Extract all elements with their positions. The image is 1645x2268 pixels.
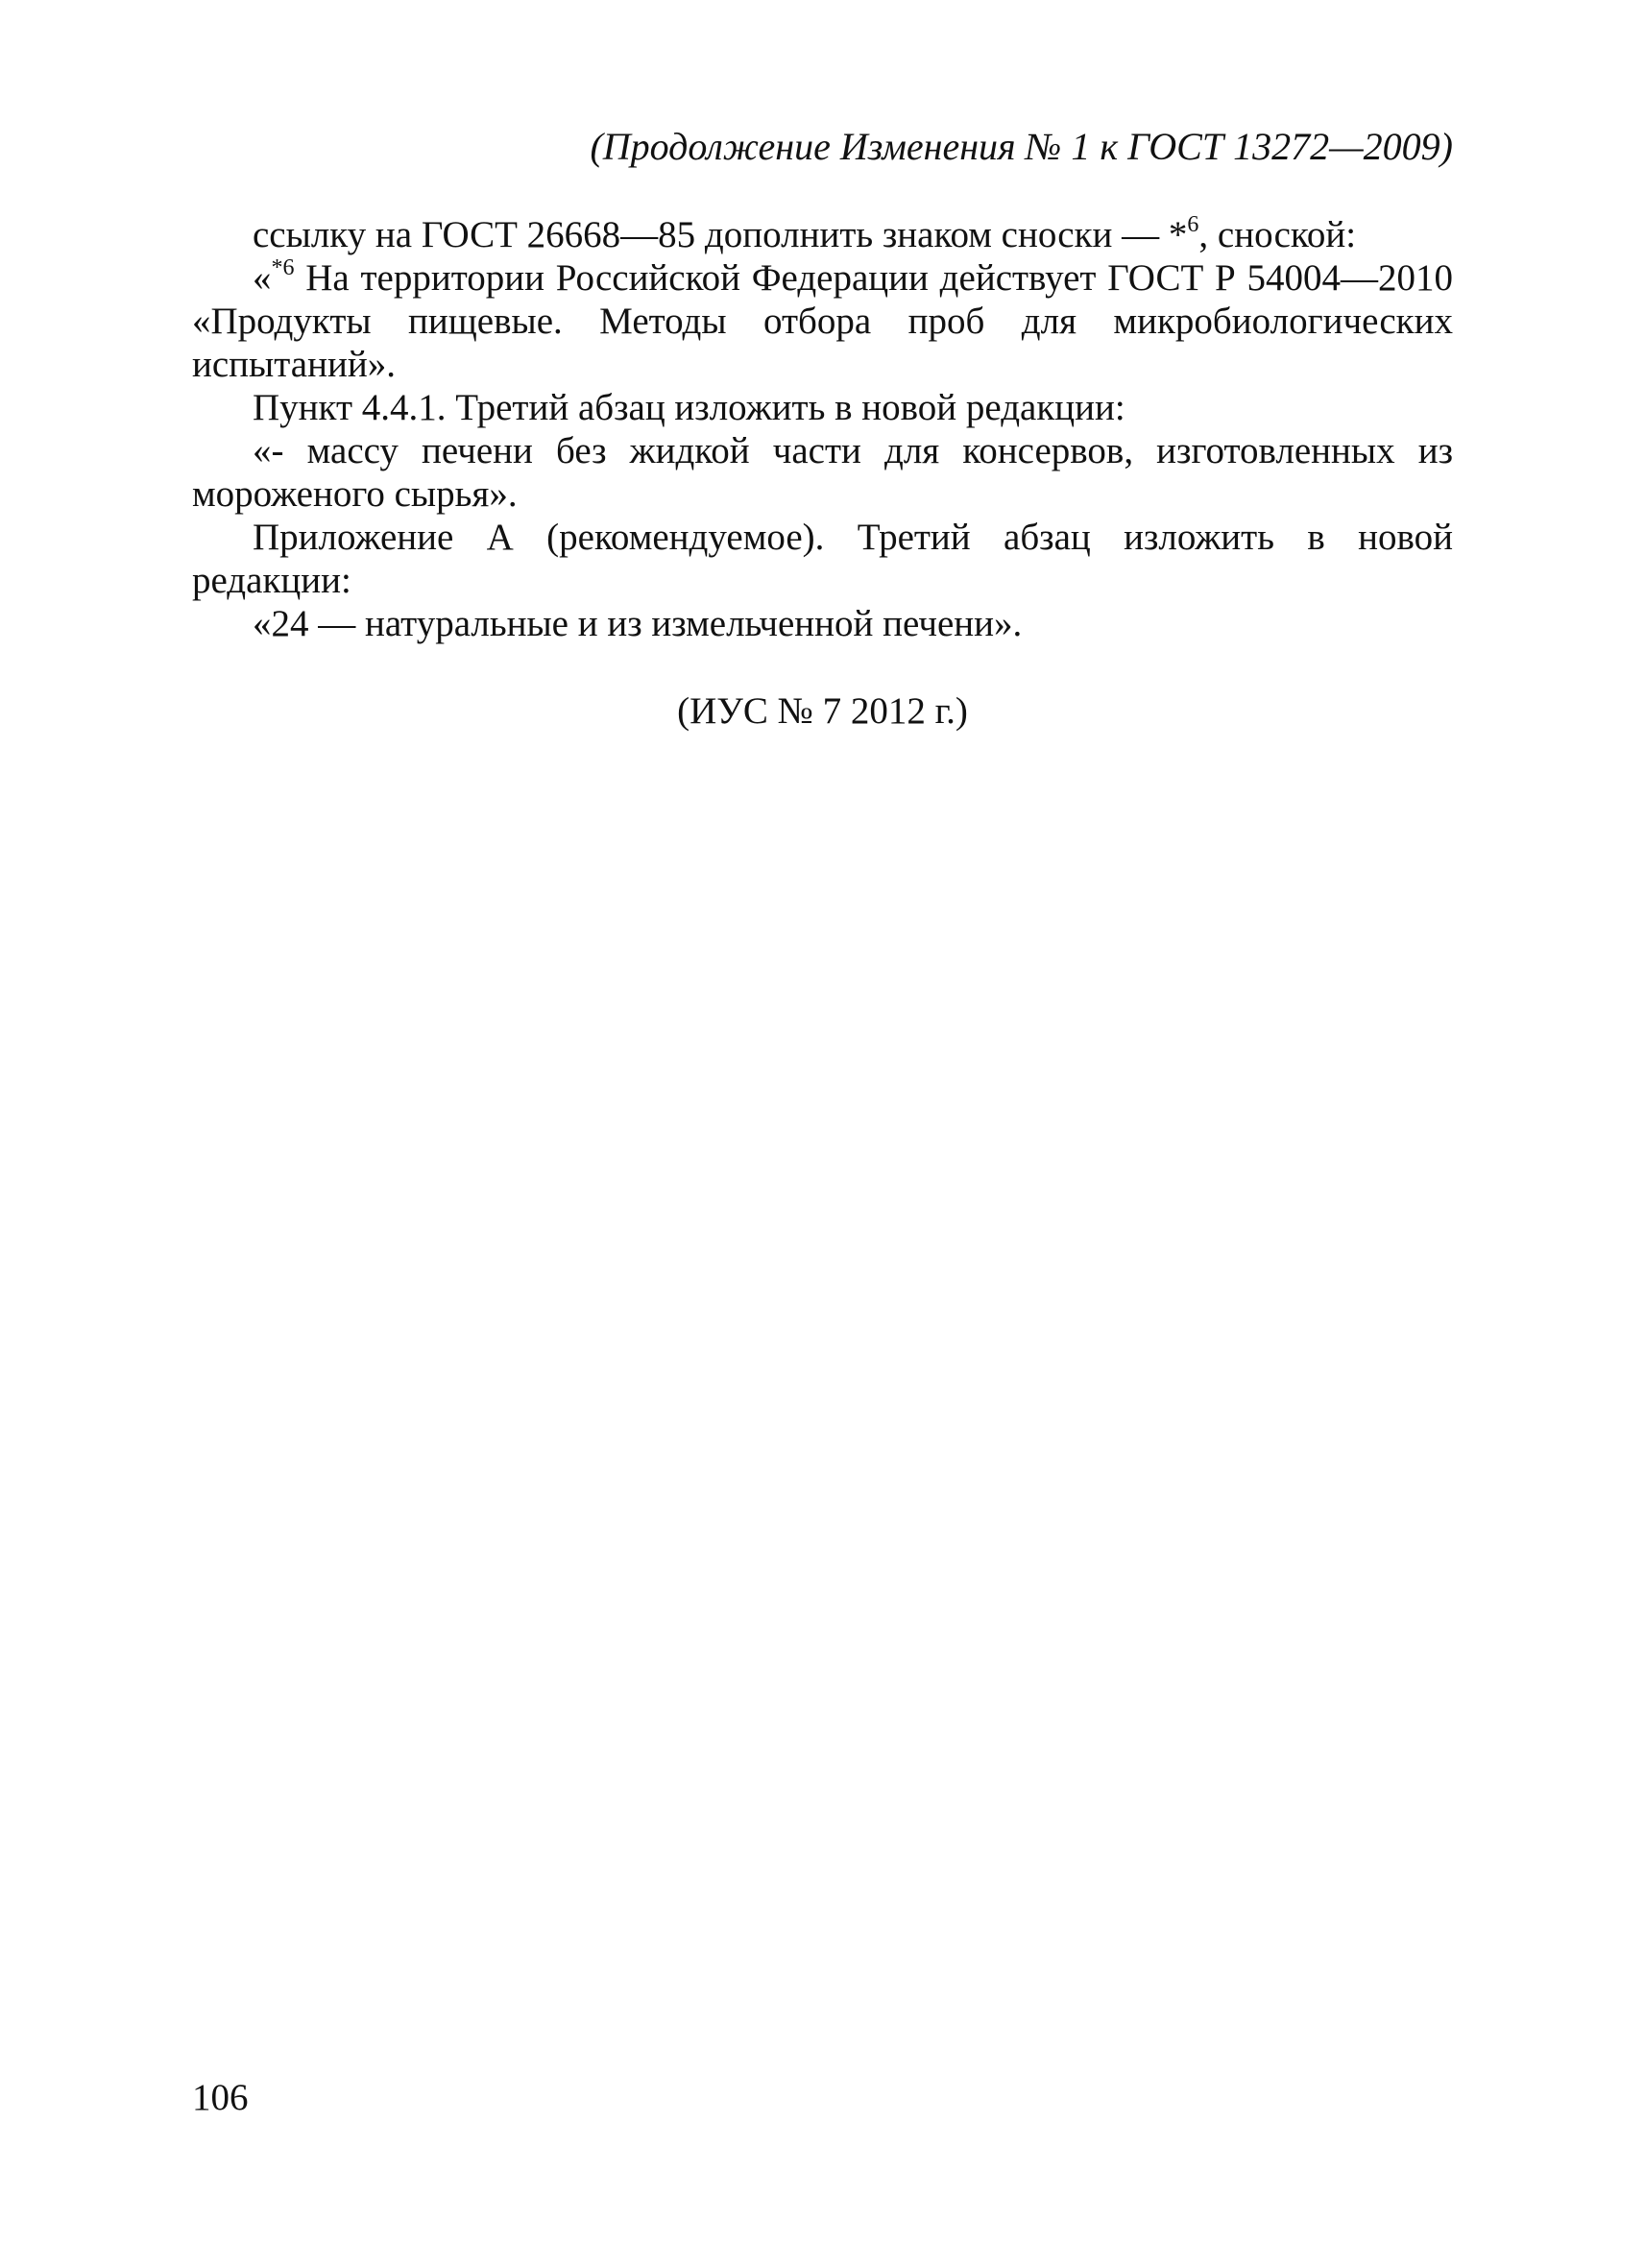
paragraph-appendix: Приложение А (рекомендуемое). Третий абзац изложить в новой редакции: (192, 517, 1453, 601)
paragraph-text: ссылку на ГОСТ 26668—85 дополнить знаком сноски — * (253, 214, 1188, 255)
paragraph-quote: «24 — натуральные и из измельченной печени». (253, 603, 1023, 644)
paragraph-quote: «- массу печени без жидкой части для консервов, изготовленных из мороженого сырья». (192, 430, 1453, 515)
paragraph-text: На территории Российской Федерации действует ГОСТ Р 54004—2010 «Продукты пищевые. Методы отбора проб для микробиологических испытаний». (192, 257, 1453, 385)
paragraph-footnote-text (192, 256, 1453, 386)
footnote-mark: 6 (1187, 212, 1199, 237)
running-header: (Продолжение Изменения № 1 к ГОСТ 13272—2009) (590, 125, 1453, 168)
amendment-text (192, 213, 1453, 645)
paragraph-text: « (253, 257, 272, 299)
paragraph-text: , сноской: (1198, 214, 1357, 255)
paragraph-footnote-reference (192, 213, 1453, 256)
paragraph-clause: Пункт 4.4.1. Третий абзац изложить в новой редакции: (253, 387, 1125, 428)
source-reference: (ИУС № 7 2012 г.) (677, 690, 968, 732)
footnote-mark: *6 (271, 255, 295, 280)
page-number: 106 (192, 2077, 249, 2118)
